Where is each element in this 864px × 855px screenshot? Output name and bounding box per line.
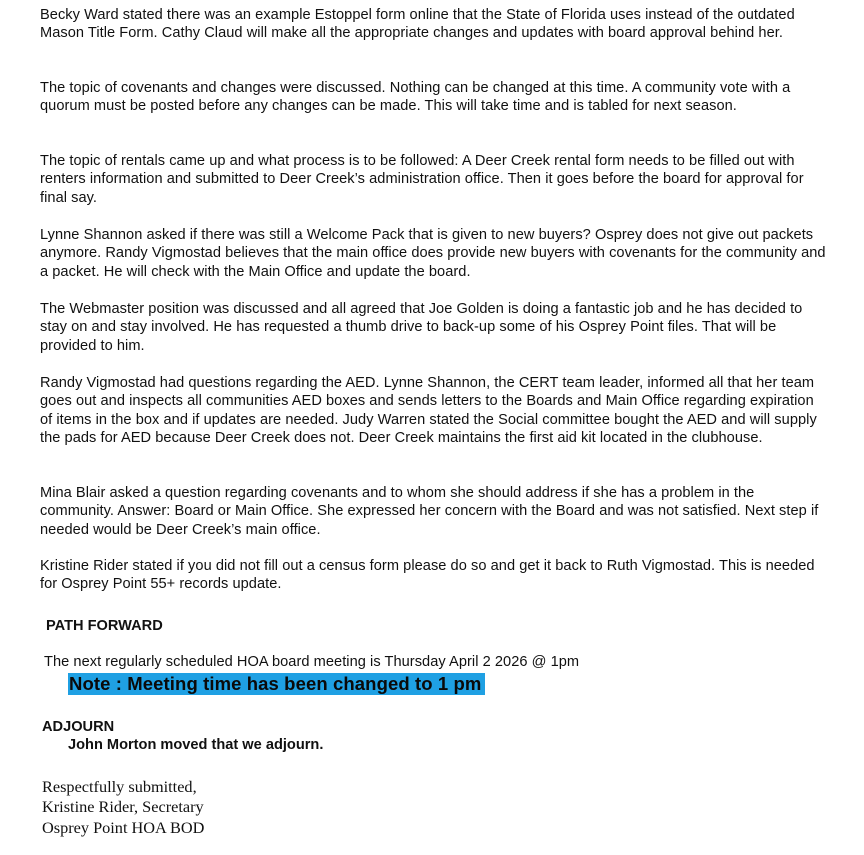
paragraph-rentals: The topic of rentals came up and what process is to be followed: A Deer Creek rental form needs to be filled out with renters information and submitted to Deer Creek’s administration office. Then it goes before the board for approval for final say.	[40, 153, 804, 206]
adjourn-heading: ADJOURN	[42, 719, 115, 735]
paragraph-welcome-pack: Lynne Shannon asked if there was still a Welcome Pack that is given to new buyers? Osprey does not give out packets anymore. Randy Vigmostad believes that the main office does provide new buyers with covenants for the community and a packet. He will check with the Main Office and update the board.	[40, 227, 826, 280]
paragraph-census: Kristine Rider stated if you did not fill out a census form please do so and get it back to Ruth Vigmostad. This is needed for Osprey Point 55+ records update.	[40, 558, 815, 593]
paragraph-estoppel: Becky Ward stated there was an example Estoppel form online that the State of Florida uses instead of the outdated Mason Title Form. Cathy Claud will make all the appropriate changes and updates with board approval behind her.	[40, 7, 795, 42]
signature-name: Kristine Rider, Secretary	[42, 797, 204, 817]
path-forward-heading: PATH FORWARD	[46, 618, 163, 634]
signature-closing: Respectfully submitted,	[42, 777, 197, 796]
paragraph-covenants: The topic of covenants and changes were discussed. Nothing can be changed at this time. A community vote with a quorum must be posted before any changes can be made. This will take time and is tabled for next season.	[40, 80, 791, 115]
signature-block	[42, 777, 204, 838]
signature-organization: Osprey Point HOA BOD	[42, 817, 205, 837]
paragraph-community-concern: Mina Blair asked a question regarding covenants and to whom she should address if she has a problem in the community. Answer: Board or Main Office. She expressed her concern with the Board and was not satisfied. Next step if needed would be Deer Creek’s main office.	[40, 485, 819, 538]
meeting-time-note: Note : Meeting time has been changed to 1 pm	[68, 673, 485, 695]
next-meeting-text: The next regularly scheduled HOA board meeting is Thursday April 2 2026 @ 1pm	[44, 654, 580, 670]
paragraph-aed: Randy Vigmostad had questions regarding the AED. Lynne Shannon, the CERT team leader, informed all that her team goes out and inspects all communities AED boxes and sends letters to the Boards and Main Office regarding expiration of items in the box and if updates are needed. Judy Warren stated the Social committee bought the AED and will supply the pads for AED because Deer Creek does not. Deer Creek maintains the first aid kit located in the clubhouse.	[40, 375, 817, 447]
paragraph-webmaster: The Webmaster position was discussed and all agreed that Joe Golden is doing a fantastic job and he has decided to stay on and stay involved. He has requested a thumb drive to back-up some of his Osprey Point files. That will be provided to him.	[40, 301, 803, 354]
adjourn-motion: John Morton moved that we adjourn.	[68, 737, 324, 753]
